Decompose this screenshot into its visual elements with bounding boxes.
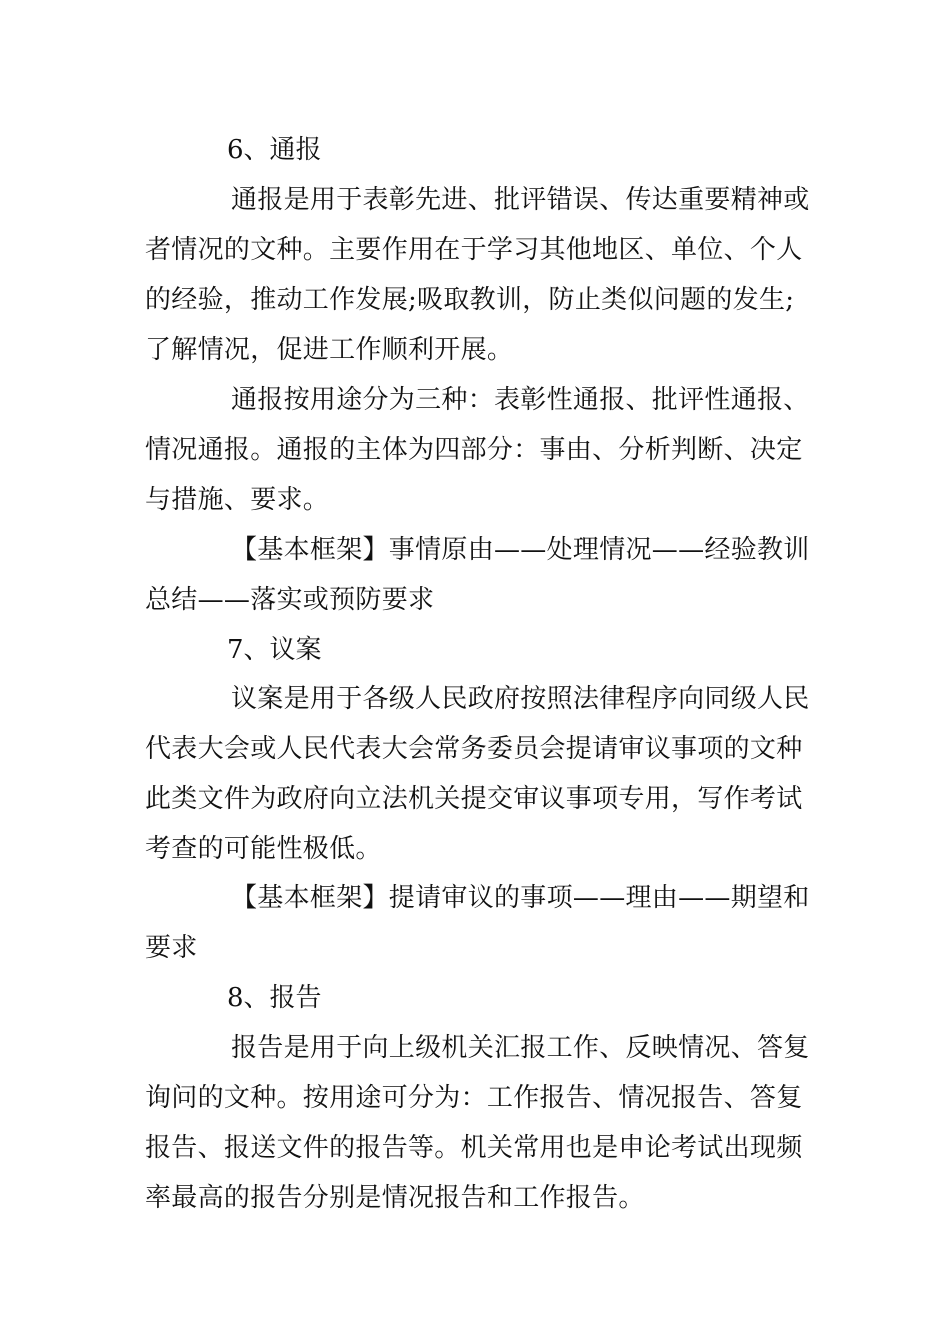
section-8-heading: 8、报告: [227, 983, 322, 1013]
section-6-heading: 6、通报: [227, 135, 322, 165]
section-8-paragraph-1: 报告是用于向上级机关汇报工作、反映情况、答复询问的文种。按用途可分为：工作报告、情况报告、答复报告、报送文件的报告等。机关常用也是申论考试出现频率最高的报告分别是情况报告和工作报告。: [145, 1033, 810, 1213]
section-7-heading: 7、议案: [227, 635, 322, 665]
section-7-paragraph-1: 议案是用于各级人民政府按照法律程序向同级人民代表大会或人民代表大会常务委员会提请审议事项的文种此类文件为政府向立法机关提交审议事项专用，写作考试考查的可能性极低。: [145, 684, 810, 864]
section-6-paragraph-2: 通报按用途分为三种：表彰性通报、批评性通报、情况通报。通报的主体为四部分：事由、分析判断、决定与措施、要求。: [145, 385, 810, 515]
section-6-paragraph-1: 通报是用于表彰先进、批评错误、传达重要精神或者情况的文种。主要作用在于学习其他地区、单位、个人的经验，推动工作发展;吸取教训，防止类似问题的发生;了解情况，促进工作顺利开展。: [145, 185, 810, 365]
section-7-framework: 【基本框架】提请审议的事项——理由——期望和要求: [145, 883, 810, 963]
section-6-framework: 【基本框架】事情原由——处理情况——经验教训总结——落实或预防要求: [145, 535, 810, 615]
